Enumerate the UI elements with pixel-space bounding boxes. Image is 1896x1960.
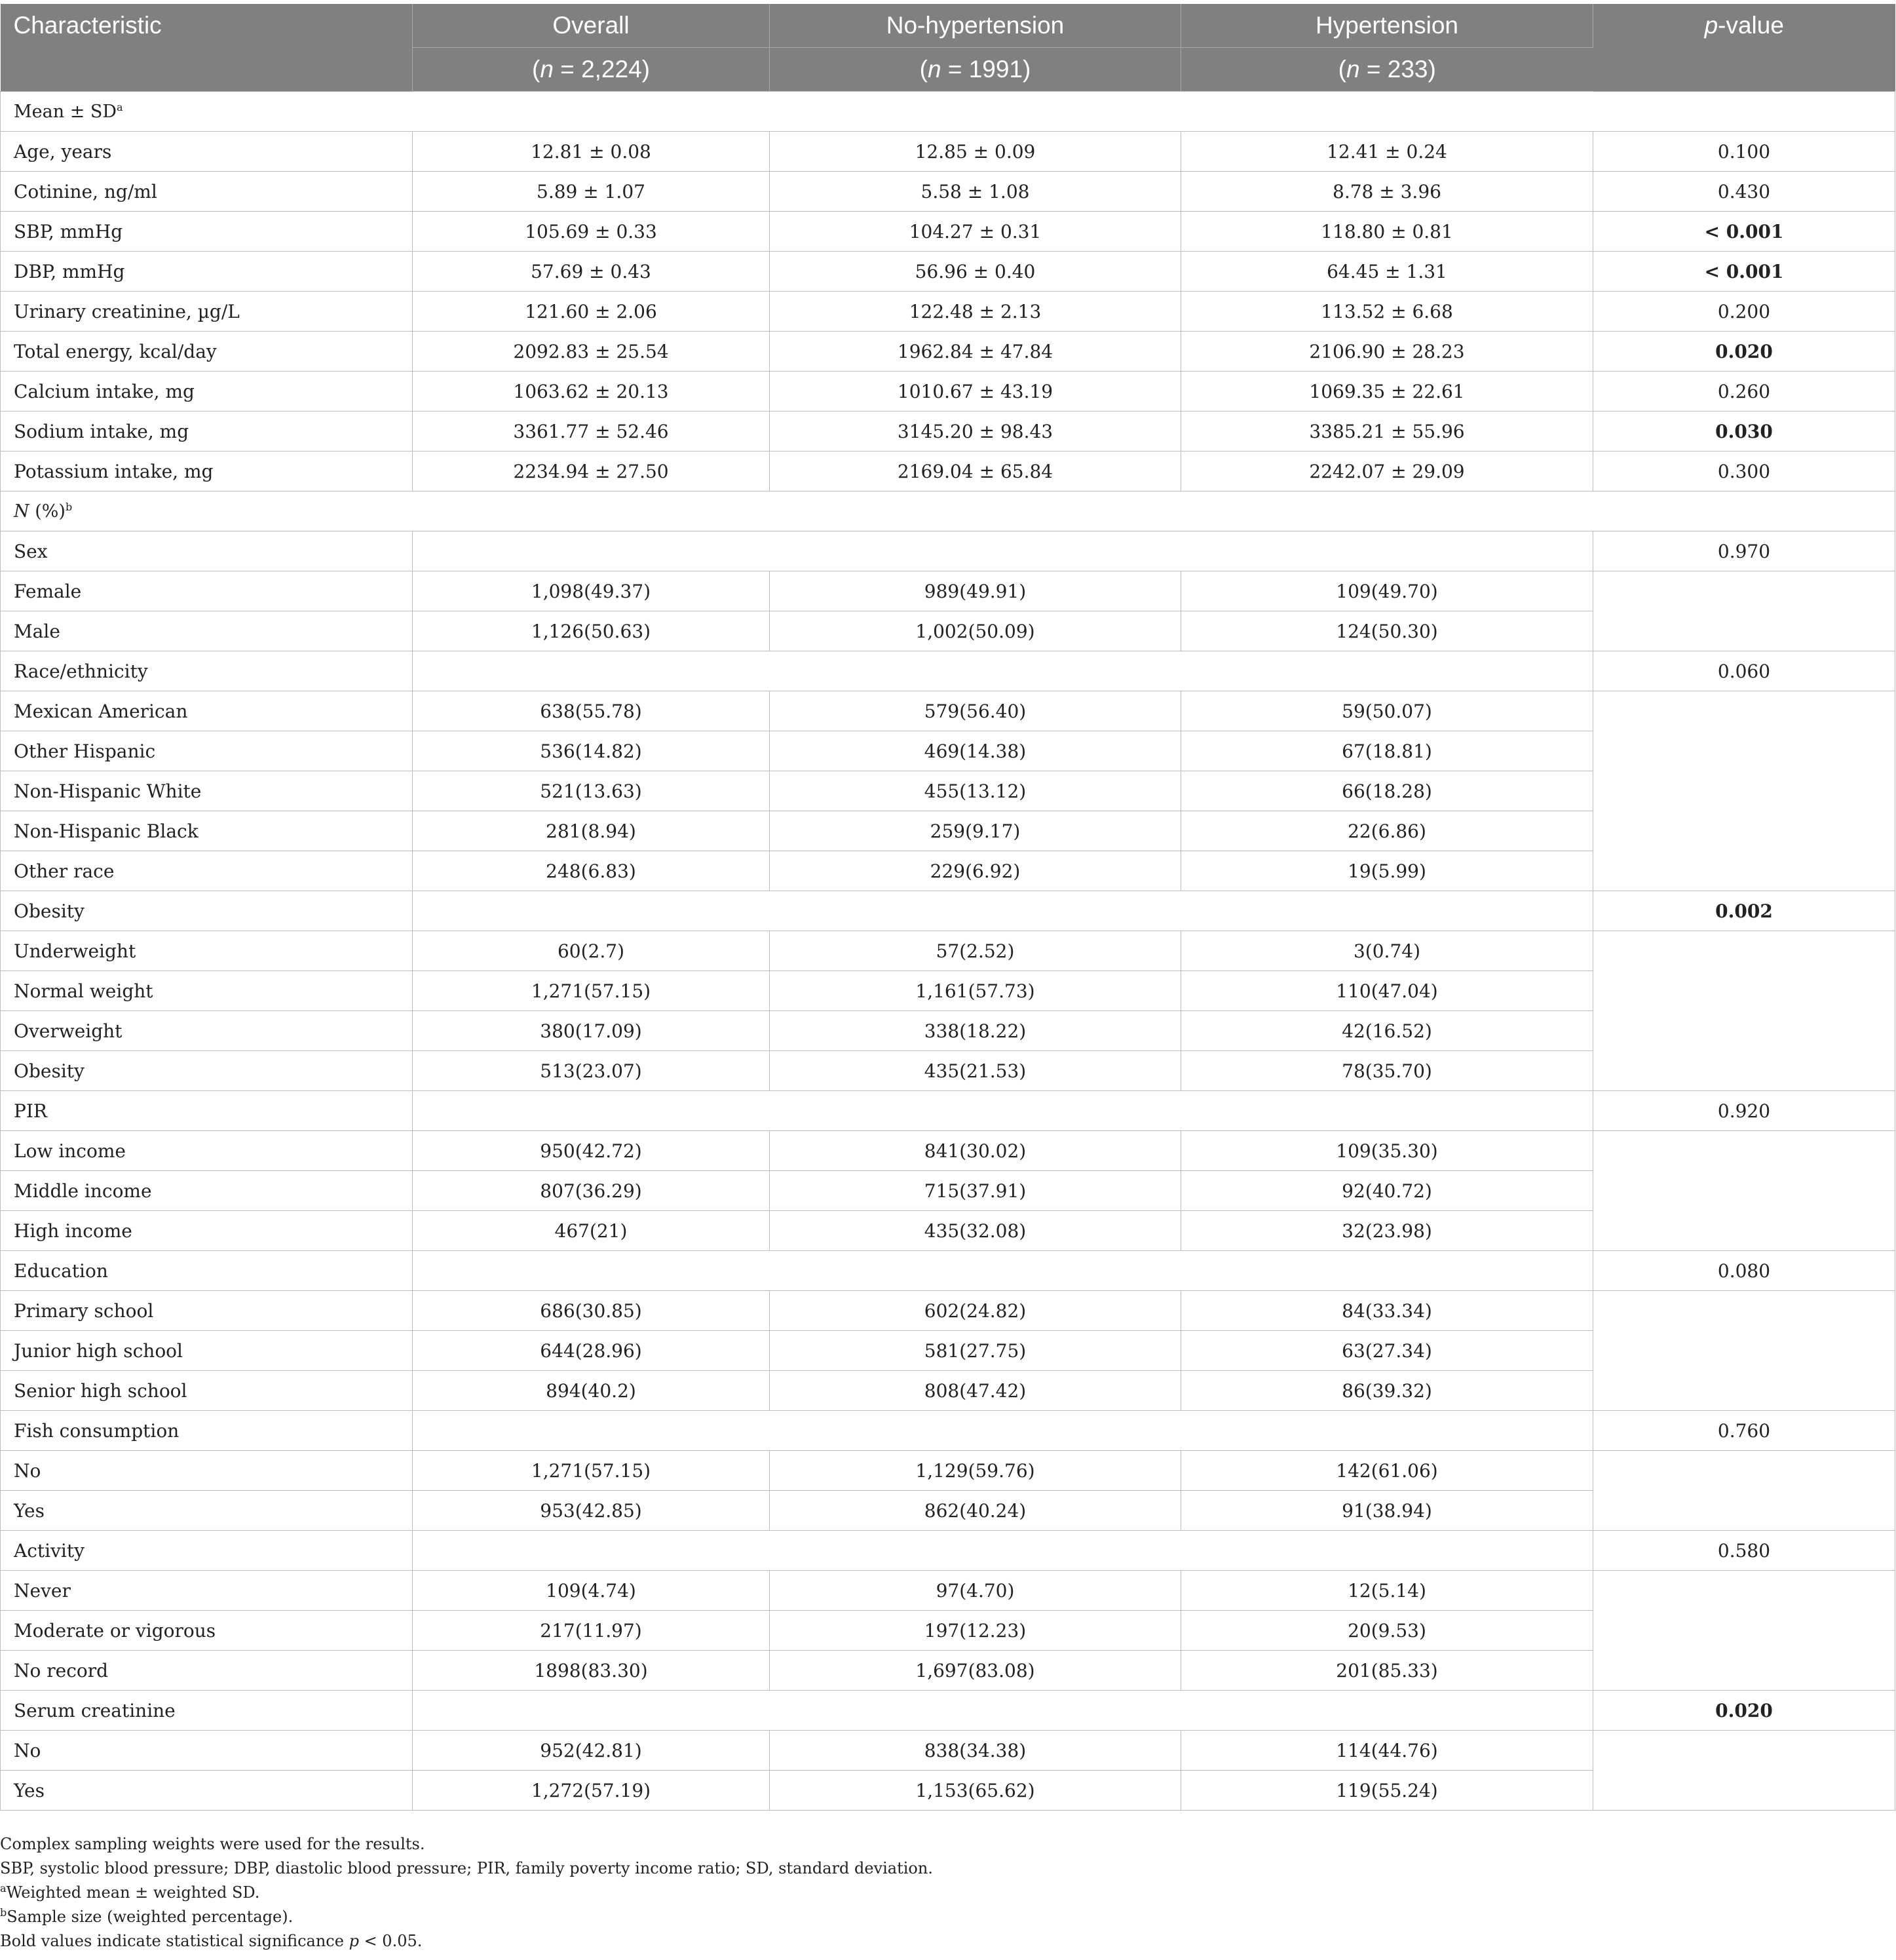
row-label: Middle income (1, 1171, 413, 1211)
row-label: Normal weight (1, 971, 413, 1011)
footnote-bold (0, 1929, 933, 1953)
cell-hypertension: 19(5.99) (1181, 851, 1593, 891)
cell-hypertension: 2106.90 ± 28.23 (1181, 332, 1593, 372)
cell-hypertension: 113.52 ± 6.68 (1181, 292, 1593, 332)
header-hypertension: Hypertension (1181, 4, 1593, 48)
group-p-blank (1593, 691, 1895, 891)
cell-hypertension: 124(50.30) (1181, 611, 1593, 651)
table-row (1, 931, 1895, 971)
cell-hypertension: 114(44.76) (1181, 1731, 1593, 1771)
cell-p-value: 0.300 (1593, 452, 1895, 491)
row-label: Underweight (1, 931, 413, 971)
cell-no-hypertension: 808(47.42) (770, 1371, 1181, 1411)
header-n-no: (n = 1991) (770, 48, 1181, 92)
cell-overall: 217(11.97) (413, 1611, 770, 1651)
group-row (1, 651, 1895, 691)
cell-overall: 950(42.72) (413, 1131, 770, 1171)
cell-hypertension: 109(49.70) (1181, 571, 1593, 611)
row-label: Low income (1, 1131, 413, 1171)
cell-overall: 3361.77 ± 52.46 (413, 412, 770, 452)
group-label: PIR (1, 1091, 413, 1131)
cell-overall: 2234.94 ± 27.50 (413, 452, 770, 491)
cell-no-hypertension: 435(32.08) (770, 1211, 1181, 1251)
cell-no-hypertension: 104.27 ± 0.31 (770, 212, 1181, 252)
group-row (1, 1091, 1895, 1131)
cell-hypertension: 3385.21 ± 55.96 (1181, 412, 1593, 452)
section-row-mean (1, 92, 1895, 132)
cell-no-hypertension: 122.48 ± 2.13 (770, 292, 1181, 332)
cell-overall: 2092.83 ± 25.54 (413, 332, 770, 372)
group-p-value: 0.970 (1593, 531, 1895, 571)
cell-overall: 638(55.78) (413, 691, 770, 731)
cell-p-value: 0.030 (1593, 412, 1895, 452)
cell-no-hypertension: 838(34.38) (770, 1731, 1181, 1771)
cell-overall: 60(2.7) (413, 931, 770, 971)
table-row (1, 412, 1895, 452)
cell-overall: 1063.62 ± 20.13 (413, 372, 770, 412)
section-n-rest: (%) (29, 501, 66, 522)
row-label: No record (1, 1651, 413, 1691)
section-n-label: N (14, 501, 29, 522)
footnote-abbreviations: SBP, systolic blood pressure; DBP, diastolic blood pressure; PIR, family poverty income ratio; SD, standard deviation. (0, 1859, 933, 1877)
group-label: Fish consumption (1, 1411, 413, 1451)
group-row (1, 1531, 1895, 1571)
cell-no-hypertension: 435(21.53) (770, 1051, 1181, 1091)
group-row (1, 1691, 1895, 1731)
cell-no-hypertension: 579(56.40) (770, 691, 1181, 731)
header-p-italic: p (1704, 12, 1718, 39)
cell-hypertension: 109(35.30) (1181, 1131, 1593, 1171)
table-row (1, 691, 1895, 731)
cell-overall: 521(13.63) (413, 771, 770, 811)
cell-no-hypertension: 2169.04 ± 65.84 (770, 452, 1181, 491)
cell-overall: 807(36.29) (413, 1171, 770, 1211)
cell-no-hypertension: 1,161(57.73) (770, 971, 1181, 1011)
cell-hypertension: 12(5.14) (1181, 1571, 1593, 1611)
cell-hypertension: 20(9.53) (1181, 1611, 1593, 1651)
group-p-value: 0.060 (1593, 651, 1895, 691)
cell-overall: 644(28.96) (413, 1331, 770, 1371)
header-p-rest: -value (1718, 12, 1784, 39)
cell-overall: 5.89 ± 1.07 (413, 172, 770, 212)
table-row (1, 292, 1895, 332)
group-label: Race/ethnicity (1, 651, 413, 691)
header-p-value (1593, 4, 1895, 92)
cell-p-value: 0.200 (1593, 292, 1895, 332)
row-label: Sodium intake, mg (1, 412, 413, 452)
cell-hypertension: 142(61.06) (1181, 1451, 1593, 1491)
cell-hypertension: 119(55.24) (1181, 1771, 1593, 1811)
group-blank (413, 1691, 1593, 1731)
group-p-blank (1593, 571, 1895, 651)
table-row (1, 452, 1895, 491)
cell-no-hypertension: 1962.84 ± 47.84 (770, 332, 1181, 372)
section-mean-sd (1, 92, 1895, 132)
n-overall-value: 2,224 (581, 56, 642, 83)
row-label: Obesity (1, 1051, 413, 1091)
cell-hypertension: 2242.07 ± 29.09 (1181, 452, 1593, 491)
row-label: Primary school (1, 1291, 413, 1331)
cell-overall: 1,272(57.19) (413, 1771, 770, 1811)
cell-hypertension: 67(18.81) (1181, 731, 1593, 771)
cell-p-value: < 0.001 (1593, 212, 1895, 252)
cell-hypertension: 42(16.52) (1181, 1011, 1593, 1051)
group-label: Sex (1, 531, 413, 571)
group-p-blank (1593, 1291, 1895, 1411)
row-label: Urinary creatinine, µg/L (1, 292, 413, 332)
row-label: Senior high school (1, 1371, 413, 1411)
group-p-value: 0.020 (1593, 1691, 1895, 1731)
row-label: Non-Hispanic White (1, 771, 413, 811)
row-label: High income (1, 1211, 413, 1251)
header-overall: Overall (413, 4, 770, 48)
table-row (1, 212, 1895, 252)
table-row (1, 1571, 1895, 1611)
group-row (1, 531, 1895, 571)
cell-hypertension: 66(18.28) (1181, 771, 1593, 811)
group-label: Obesity (1, 891, 413, 931)
footnote-bold-rest: < 0.05. (358, 1932, 423, 1950)
footnote-a (0, 1881, 933, 1905)
row-label: Mexican American (1, 691, 413, 731)
cell-overall: 1,271(57.15) (413, 971, 770, 1011)
cell-no-hypertension: 1,002(50.09) (770, 611, 1181, 651)
cell-no-hypertension: 3145.20 ± 98.43 (770, 412, 1181, 452)
n-symbol: n (540, 56, 554, 83)
header-n-yes: (n = 233) (1181, 48, 1593, 92)
row-label: Overweight (1, 1011, 413, 1051)
row-label: Yes (1, 1491, 413, 1531)
group-blank (413, 1531, 1593, 1571)
cell-no-hypertension: 57(2.52) (770, 931, 1181, 971)
cell-overall: 281(8.94) (413, 811, 770, 851)
cell-overall: 952(42.81) (413, 1731, 770, 1771)
cell-no-hypertension: 1010.67 ± 43.19 (770, 372, 1181, 412)
table-row (1, 132, 1895, 172)
table-row (1, 1451, 1895, 1491)
section-mean-sup: a (117, 100, 123, 113)
group-blank (413, 651, 1593, 691)
group-p-value: 0.002 (1593, 891, 1895, 931)
row-label: No (1, 1451, 413, 1491)
footnote-bold-text: Bold values indicate statistical significance (0, 1932, 349, 1950)
cell-overall: 953(42.85) (413, 1491, 770, 1531)
group-p-value: 0.920 (1593, 1091, 1895, 1131)
row-label: Female (1, 571, 413, 611)
cell-hypertension: 59(50.07) (1181, 691, 1593, 731)
footnote-a-text: Weighted mean ± weighted SD. (6, 1883, 260, 1902)
cell-overall: 1898(83.30) (413, 1651, 770, 1691)
header-characteristic: Characteristic (1, 4, 413, 92)
cell-no-hypertension: 259(9.17) (770, 811, 1181, 851)
table-row (1, 1731, 1895, 1771)
group-blank (413, 1091, 1593, 1131)
cell-hypertension: 78(35.70) (1181, 1051, 1593, 1091)
footnote-a-sup: a (0, 1882, 7, 1894)
header-row-1 (1, 4, 1895, 48)
cell-hypertension: 63(27.34) (1181, 1331, 1593, 1371)
cell-no-hypertension: 469(14.38) (770, 731, 1181, 771)
n-symbol: n (927, 56, 941, 83)
table-row (1, 252, 1895, 292)
row-label: Moderate or vigorous (1, 1611, 413, 1651)
cell-overall: 536(14.82) (413, 731, 770, 771)
cell-overall: 380(17.09) (413, 1011, 770, 1051)
row-label: Cotinine, ng/ml (1, 172, 413, 212)
cell-no-hypertension: 1,153(65.62) (770, 1771, 1181, 1811)
cell-hypertension: 22(6.86) (1181, 811, 1593, 851)
cell-no-hypertension: 97(4.70) (770, 1571, 1181, 1611)
cell-no-hypertension: 229(6.92) (770, 851, 1181, 891)
cell-no-hypertension: 581(27.75) (770, 1331, 1181, 1371)
row-label: Junior high school (1, 1331, 413, 1371)
cell-overall: 1,098(49.37) (413, 571, 770, 611)
group-row (1, 1251, 1895, 1291)
cell-overall: 1,126(50.63) (413, 611, 770, 651)
group-blank (413, 891, 1593, 931)
cell-no-hypertension: 715(37.91) (770, 1171, 1181, 1211)
group-blank (413, 1251, 1593, 1291)
row-label: Age, years (1, 132, 413, 172)
cell-no-hypertension: 56.96 ± 0.40 (770, 252, 1181, 292)
group-p-blank (1593, 931, 1895, 1091)
cell-no-hypertension: 12.85 ± 0.09 (770, 132, 1181, 172)
row-label: Male (1, 611, 413, 651)
cell-overall: 12.81 ± 0.08 (413, 132, 770, 172)
cell-hypertension: 86(39.32) (1181, 1371, 1593, 1411)
row-label: DBP, mmHg (1, 252, 413, 292)
n-yes-value: 233 (1387, 56, 1428, 83)
row-label: Other Hispanic (1, 731, 413, 771)
cell-overall: 513(23.07) (413, 1051, 770, 1091)
n-eq: = (941, 56, 969, 83)
cell-no-hypertension: 1,129(59.76) (770, 1451, 1181, 1491)
row-label: SBP, mmHg (1, 212, 413, 252)
row-label: Non-Hispanic Black (1, 811, 413, 851)
group-row (1, 1411, 1895, 1451)
cell-hypertension: 8.78 ± 3.96 (1181, 172, 1593, 212)
section-n-sup: b (65, 500, 73, 513)
cell-overall: 1,271(57.15) (413, 1451, 770, 1491)
cell-no-hypertension: 197(12.23) (770, 1611, 1181, 1651)
cell-overall: 467(21) (413, 1211, 770, 1251)
footnote-b-sup: b (0, 1906, 7, 1919)
group-p-value: 0.580 (1593, 1531, 1895, 1571)
cell-hypertension: 64.45 ± 1.31 (1181, 252, 1593, 292)
group-p-blank (1593, 1571, 1895, 1691)
section-mean-label: Mean ± SD (14, 101, 117, 122)
group-blank (413, 1411, 1593, 1451)
group-label: Activity (1, 1531, 413, 1571)
footnote-bold-p: p (349, 1932, 359, 1950)
cell-no-hypertension: 841(30.02) (770, 1131, 1181, 1171)
group-label: Serum creatinine (1, 1691, 413, 1731)
n-no-value: 1991 (968, 56, 1023, 83)
table-row (1, 1131, 1895, 1171)
section-n-pct (1, 491, 1895, 531)
cell-hypertension: 1069.35 ± 22.61 (1181, 372, 1593, 412)
cell-hypertension: 118.80 ± 0.81 (1181, 212, 1593, 252)
cell-p-value: 0.020 (1593, 332, 1895, 372)
table-row (1, 332, 1895, 372)
cell-overall: 57.69 ± 0.43 (413, 252, 770, 292)
cell-p-value: 0.430 (1593, 172, 1895, 212)
cell-p-value: 0.260 (1593, 372, 1895, 412)
cell-no-hypertension: 602(24.82) (770, 1291, 1181, 1331)
cell-p-value: 0.100 (1593, 132, 1895, 172)
cell-overall: 248(6.83) (413, 851, 770, 891)
cell-overall: 121.60 ± 2.06 (413, 292, 770, 332)
section-row-n-pct (1, 491, 1895, 531)
cell-hypertension: 91(38.94) (1181, 1491, 1593, 1531)
cell-p-value: < 0.001 (1593, 252, 1895, 292)
cell-no-hypertension: 455(13.12) (770, 771, 1181, 811)
cell-no-hypertension: 989(49.91) (770, 571, 1181, 611)
n-eq: = (553, 56, 582, 83)
cell-no-hypertension: 862(40.24) (770, 1491, 1181, 1531)
row-label: No (1, 1731, 413, 1771)
group-p-blank (1593, 1131, 1895, 1251)
table-row (1, 372, 1895, 412)
row-label: Calcium intake, mg (1, 372, 413, 412)
row-label: Never (1, 1571, 413, 1611)
cell-overall: 105.69 ± 0.33 (413, 212, 770, 252)
group-row (1, 891, 1895, 931)
group-p-value: 0.080 (1593, 1251, 1895, 1291)
footnote-b (0, 1905, 933, 1929)
cell-overall: 686(30.85) (413, 1291, 770, 1331)
cell-hypertension: 92(40.72) (1181, 1171, 1593, 1211)
cell-hypertension: 12.41 ± 0.24 (1181, 132, 1593, 172)
cell-no-hypertension: 5.58 ± 1.08 (770, 172, 1181, 212)
cell-hypertension: 110(47.04) (1181, 971, 1593, 1011)
group-blank (413, 531, 1593, 571)
row-label: Other race (1, 851, 413, 891)
n-symbol: n (1346, 56, 1360, 83)
table-row (1, 1291, 1895, 1331)
row-label: Potassium intake, mg (1, 452, 413, 491)
cell-no-hypertension: 338(18.22) (770, 1011, 1181, 1051)
footnote-weights: Complex sampling weights were used for the results. (0, 1835, 425, 1853)
cell-hypertension: 201(85.33) (1181, 1651, 1593, 1691)
cell-no-hypertension: 1,697(83.08) (770, 1651, 1181, 1691)
footnotes (0, 1832, 933, 1953)
cell-hypertension: 3(0.74) (1181, 931, 1593, 971)
cell-overall: 894(40.2) (413, 1371, 770, 1411)
group-p-value: 0.760 (1593, 1411, 1895, 1451)
cell-hypertension: 32(23.98) (1181, 1211, 1593, 1251)
header-n-overall: (n = 2,224) (413, 48, 770, 92)
group-p-blank (1593, 1451, 1895, 1531)
footnote-b-text: Sample size (weighted percentage). (7, 1908, 294, 1926)
table-row (1, 172, 1895, 212)
group-label: Education (1, 1251, 413, 1291)
n-eq: = (1359, 56, 1388, 83)
characteristics-table (0, 4, 1895, 1811)
table-body (1, 92, 1895, 1811)
cell-overall: 109(4.74) (413, 1571, 770, 1611)
cell-hypertension: 84(33.34) (1181, 1291, 1593, 1331)
row-label: Total energy, kcal/day (1, 332, 413, 372)
row-label: Yes (1, 1771, 413, 1811)
group-p-blank (1593, 1731, 1895, 1811)
header-no-hypertension: No-hypertension (770, 4, 1181, 48)
table-row (1, 571, 1895, 611)
